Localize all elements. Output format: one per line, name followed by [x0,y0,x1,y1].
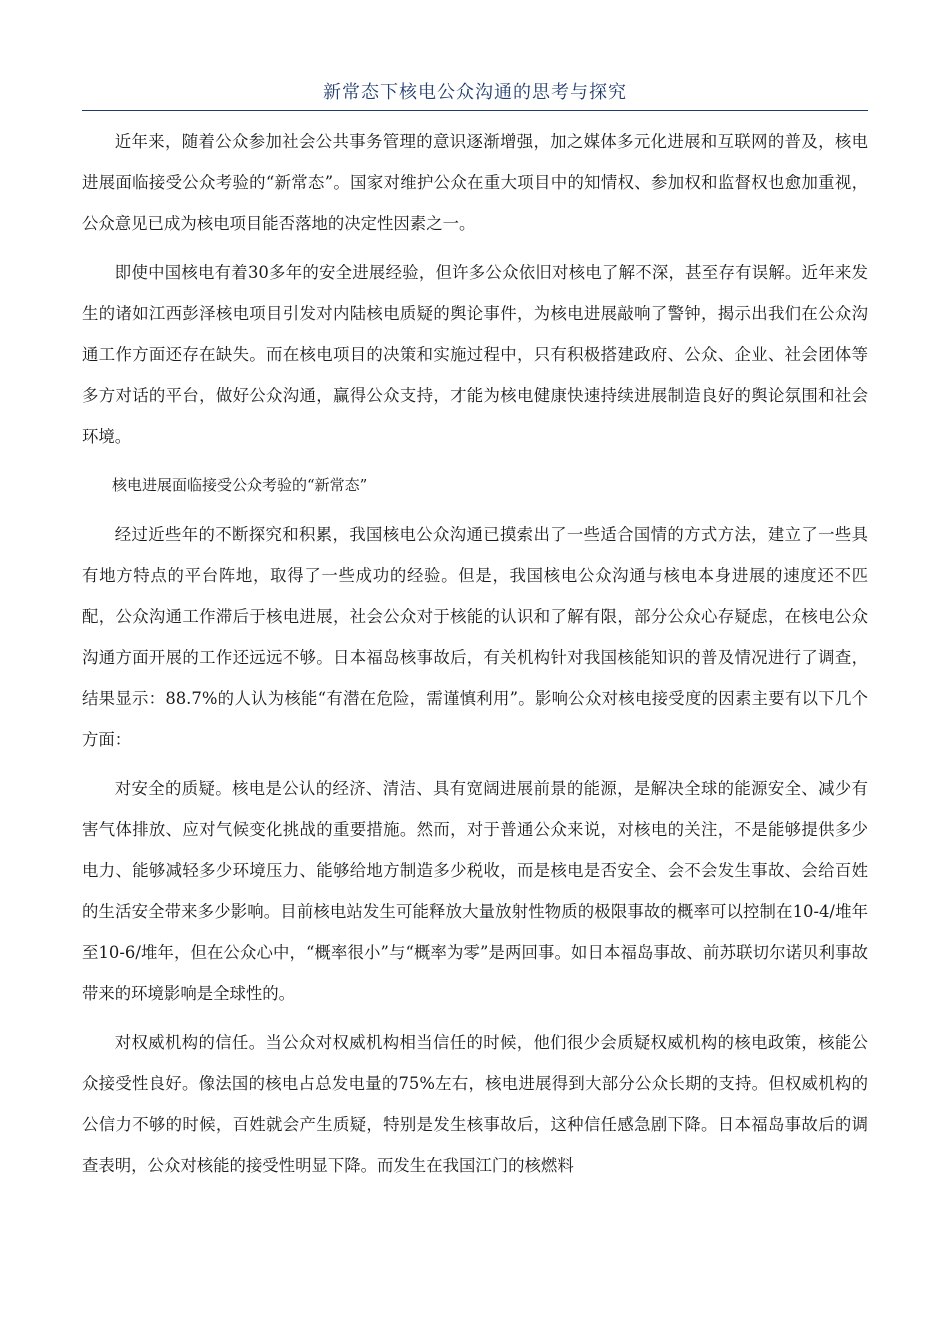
paragraph-intro: 近年来，随着公众参加社会公共事务管理的意识逐渐增强，加之媒体多元化进展和互联网的普及，核电进展面临接受公众考验的“新常态”。国家对维护公众在重大项目中的知情权、参加权和监督权也愈加重视，公众意见已成为核电项目能否落地的决定性因素之一。 [82,132,868,233]
section-heading: 核电进展面临接受公众考验的“新常态” [112,476,368,494]
document-page [82,78,868,1194]
paragraph-survey: 经过近些年的不断探究和积累，我国核电公众沟通已摸索出了一些适合国情的方式方法，建立了一些具有地方特点的平台阵地，取得了一些成功的经验。但是，我国核电公众沟通与核电本身进展的速度还不匹配，公众沟通工作滞后于核电进展，社会公众对于核能的认识和了解有限，部分公众心存疑虑，在核电公众沟通方面开展的工作还远远不够。日本福岛核事故后，有关机构针对我国核能知识的普及情况进行了调查，结果显示：88.7%的人认为核能“有潜在危险，需谨慎利用”。影响公众对核电接受度的因素主要有以下几个方面： [82,525,868,749]
paragraph-safety: 对安全的质疑。核电是公认的经济、清洁、具有宽阔进展前景的能源，是解决全球的能源安全、减少有害气体排放、应对气候变化挑战的重要措施。然而，对于普通公众来说，对核电的关注，不是能够提供多少电力、能够减轻多少环境压力、能够给地方制造多少税收，而是核电是否安全、会不会发生事故、会给百姓的生活安全带来多少影响。目前核电站发生可能释放大量放射性物质的极限事故的概率可以控制在10-4/堆年至10-6/堆年，但在公众心中，“概率很小”与“概率为零”是两回事。如日本福岛事故、前苏联切尔诺贝利事故带来的环境影响是全球性的。 [82,779,868,1003]
document-body [82,121,868,1186]
running-header: 新常态下核电公众沟通的思考与探究 [82,78,868,111]
paragraph-trust: 对权威机构的信任。当公众对权威机构相当信任的时候，他们很少会质疑权威机构的核电政策，核能公众接受性良好。像法国的核电占总发电量的75%左右，核电进展得到大部分公众长期的支持。但权威机构的公信力不够的时候，百姓就会产生质疑，特别是发生核事故后，这种信任感急剧下降。日本福岛事故后的调查表明，公众对核能的接受性明显下降。而发生在我国江门的核燃料 [82,1033,868,1175]
paragraph-background: 即使中国核电有着30多年的安全进展经验，但许多公众依旧对核电了解不深，甚至存有误解。近年来发生的诸如江西彭泽核电项目引发对内陆核电质疑的舆论事件，为核电进展敲响了警钟，揭示出我们在公众沟通工作方面还存在缺失。而在核电项目的决策和实施过程中，只有积极搭建政府、公众、企业、社会团体等多方对话的平台，做好公众沟通，赢得公众支持，才能为核电健康快速持续进展制造良好的舆论氛围和社会环境。 [82,263,868,446]
